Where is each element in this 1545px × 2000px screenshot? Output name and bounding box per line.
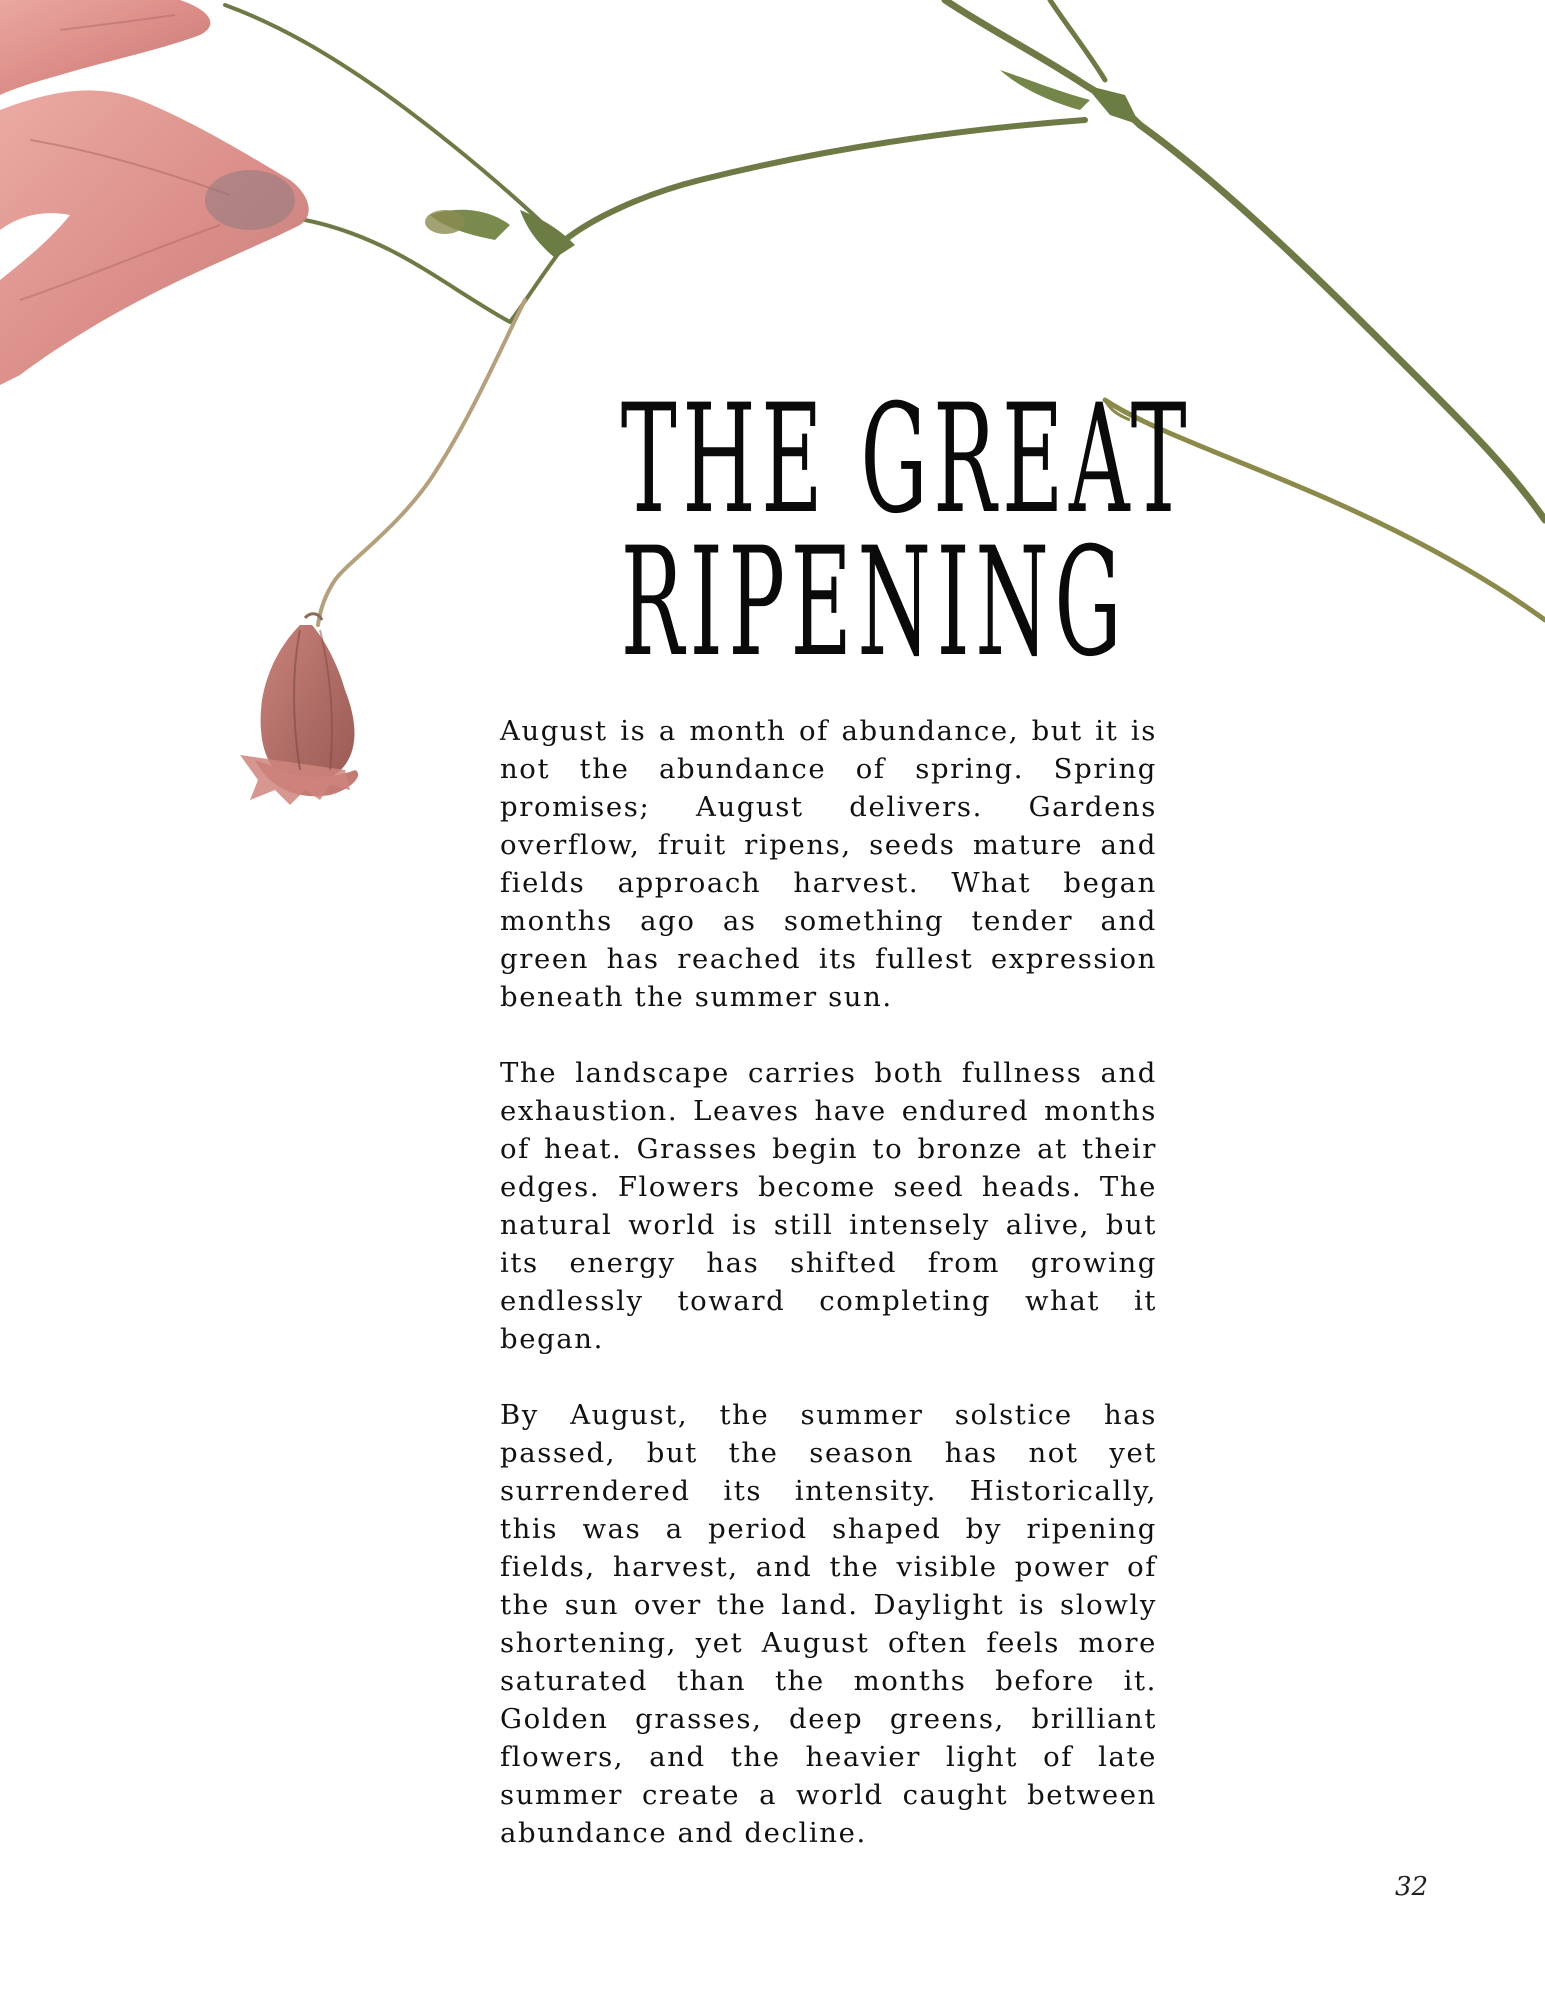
title-line-1: THE GREAT — [620, 373, 1193, 547]
page-number: 32 — [1395, 1872, 1429, 1902]
dried-bud — [240, 614, 358, 805]
paragraph: August is a month of abundance, but it is not the abundance of spring. Spring promises; August delivers. Gardens overflow, fruit ripens, seeds mature and fields approach harvest. What began months ago as something tender and green has reached its fullest expression beneath the summer sun. — [500, 715, 1157, 1013]
paragraph: By August, the summer solstice has passed, but the season has not yet surrendered its intensity. Historically, this was a period shaped by ripening fields, harvest, and the visible power of the sun over the land. Daylight is slowly shortening, yet August often feels more saturated than the months before it. Golden grasses, deep greens, brilliant flowers, and the heavier light of late summer create a world caught between abundance and decline. — [500, 1399, 1157, 1849]
title-line-2: RIPENING — [620, 516, 1128, 690]
article-body — [500, 712, 1157, 1890]
pink-petals — [0, 0, 309, 385]
paragraph: The landscape carries both fullness and exhaustion. Leaves have endured months of heat. Grasses begin to bronze at their edges. Flowers become seed heads. The natural world is still intensely alive, but its energy has shifted from growing endlessly toward completing what it began. — [500, 1057, 1157, 1355]
page-title — [480, 373, 1193, 690]
